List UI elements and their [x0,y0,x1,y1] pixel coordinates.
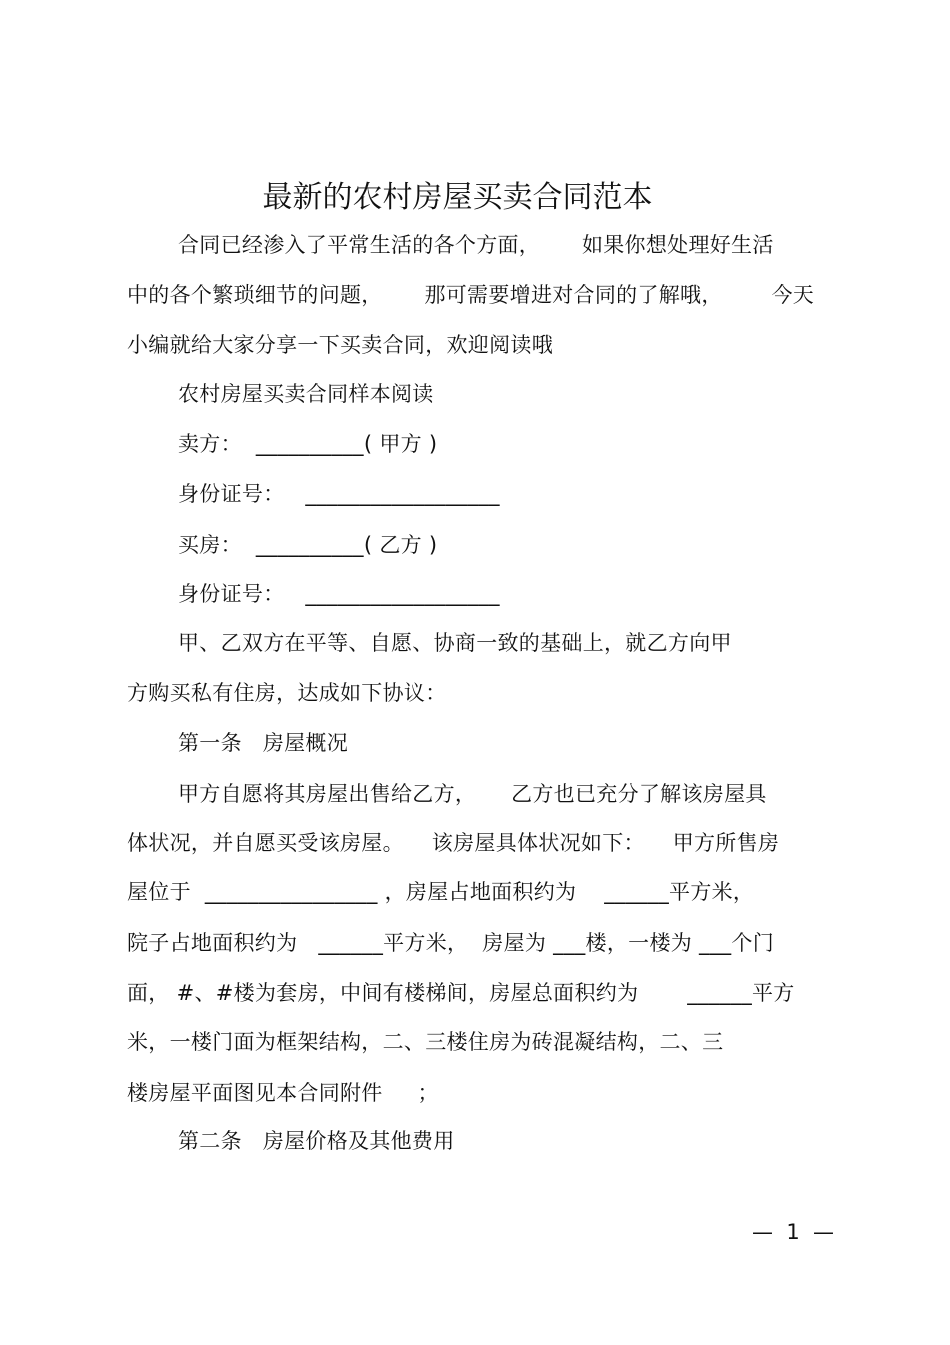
paragraph-line: 小编就给大家分享一下买卖合同，欢迎阅读哦 [127,333,553,357]
paragraph-line: 甲方自愿将其房屋出售给乙方， 乙方也已充分了解该房屋具 [178,782,767,806]
paragraph-line: 面， #、#楼为套房，中间有楼梯间，房屋总面积约为 ______平方 [127,981,795,1005]
buyer-id-field: 身份证号： __________________ [178,582,500,606]
paragraph-line: 米，一楼门面为框架结构，二、三楼住房为砖混凝结构，二、三 [127,1030,724,1054]
paragraph-line: 合同已经渗入了平常生活的各个方面， 如果你想处理好生活 [178,233,774,257]
section-heading: 农村房屋买卖合同样本阅读 [178,382,434,406]
paragraph-line: 甲、乙双方在平等、自愿、协商一致的基础上，就乙方向甲 [178,631,732,655]
paragraph-line: 楼房屋平面图见本合同附件 ； [127,1081,439,1105]
paragraph-line: 体状况，并自愿买受该房屋。 该房屋具体状况如下： 甲方所售房 [127,831,780,855]
article-heading: 第一条 房屋概况 [178,731,349,755]
paragraph-line: 方购买私有住房，达成如下协议： [127,681,447,705]
buyer-field: 买房： __________( 乙方 ) [178,533,438,557]
paragraph-line: 中的各个繁琐细节的问题， 那可需要增进对合同的了解哦， 今天 [127,283,815,307]
document-title: 最新的农村房屋买卖合同范本 [262,180,653,215]
paragraph-line: 院子占地面积约为 ______平方米， 房屋为 ___楼，一楼为 ___个门 [127,931,775,955]
seller-id-field: 身份证号： __________________ [178,482,500,506]
article-heading: 第二条 房屋价格及其他费用 [178,1129,455,1153]
page-number: — 1 — [752,1220,835,1244]
seller-field: 卖方： __________( 甲方 ) [178,432,438,456]
paragraph-line: 屋位于 ________________ ，房屋占地面积约为 ______平方米， [127,880,755,904]
